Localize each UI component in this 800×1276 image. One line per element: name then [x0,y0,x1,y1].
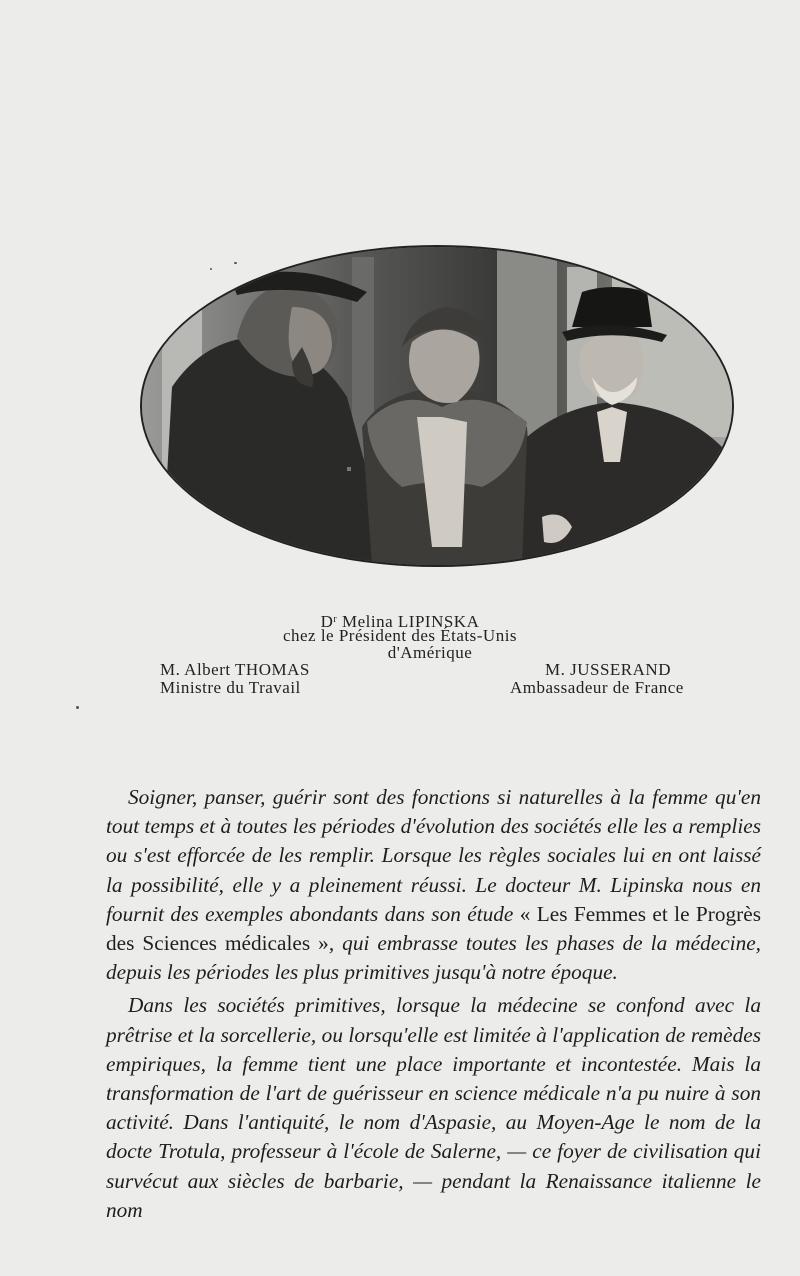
caption-right-title: Ambassadeur de France [510,678,684,697]
dust-speck [76,706,79,709]
caption-center-line2: chez le Président des États-Unis [282,626,518,645]
dust-speck [210,268,212,270]
caption-right-name: M. JUSSERAND [545,660,671,679]
book-title: « Les Femmes et le Progrès des Sciences médicales » [106,901,761,956]
paragraph-1-text: Soigner, panser, guérir sont des fonctions si naturelles à la femme qu'en tout temps et à toutes les périodes d'évolution des sociétés elle les a remplies ou s'est efforcée de les remplir. Lorsque les règles sociales lui en ont laissé la possibilité, elle y a pleinement réussi. Le docteur M. Lipinska nous en fournit des exemples abondants dans son étude [106,785,761,926]
paragraph-2: Dans les sociétés primitives, lorsque la médecine se confond avec la prêtrise et la sorcellerie, ou lorsqu'elle est limitée à l'application de remèdes empiriques, la femme tient une place importante et incontestée. Mais la transformation de l'art de guérisseur en science médicale n'a pu nuire à son activité. Dans l'antiquité, le nom d'Aspasie, au Moyen-Age le nom de la docte Trotula, professeur à l'école de Salerne, — ce foyer de civilisation qui survécut aux siècles de barbarie, — pendant la Renaissance italienne le nom [106,993,761,1222]
dust-speck [234,262,237,264]
paragraph-1 [106,783,761,987]
photograph-icon [142,247,732,565]
caption-center-line3: d'Amérique [387,643,473,662]
caption-title-superscript: r [333,614,338,625]
caption-left-name: M. Albert THOMAS [160,660,310,679]
paragraph-1-text-end: , qui embrasse toutes les phases de la médecine, depuis les périodes les plus primitives jusqu'à notre époque. [106,931,761,985]
caption-left-title: Ministre du Travail [160,678,301,697]
photograph [140,245,734,567]
caption-title-prefix: D [320,612,334,631]
caption-name: Melina LIPINSKA [337,612,480,631]
body-text [106,783,761,1225]
